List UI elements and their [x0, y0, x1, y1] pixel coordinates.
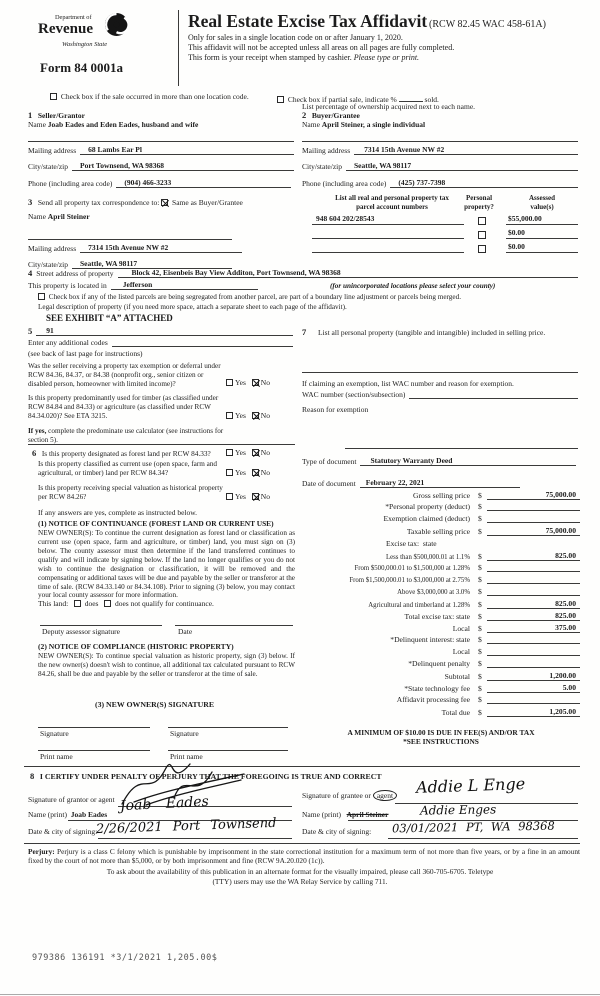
multi-location-label: Check box if the sale occurred in more than one location code. [60, 92, 249, 101]
revenue-logo-icon [104, 12, 129, 42]
seller-city-row [28, 161, 294, 171]
grantee-name-print-struck: April Steiner [346, 810, 389, 819]
dollar-sign: $ [478, 552, 482, 561]
section5-note [28, 427, 243, 445]
local-tax-label: Local [452, 624, 470, 633]
local-tax-value[interactable]: 375.00 [487, 623, 580, 633]
grantee-signature-label [302, 792, 397, 801]
delinquent-interest-state-value[interactable] [487, 635, 580, 644]
grantor-signature-label: Signature of grantor or agent [28, 795, 115, 804]
parcel-number-line-2[interactable] [312, 238, 464, 239]
dollar-sign: $ [478, 659, 482, 668]
assessed-value-row-2 [506, 229, 578, 239]
same-as-buyer-checkbox[interactable] [161, 199, 168, 206]
correspondence-mailing-value[interactable]: 7314 15th Avenue NW #2 [80, 243, 242, 253]
delinquent-interest-local-row [302, 647, 580, 656]
deputy-date-label: Date [178, 627, 193, 636]
affidavit-processing-fee-label: Affidavit processing fee [396, 695, 470, 704]
grantee-name-handwritten: Addie Enges [419, 802, 497, 818]
partial-sale-label: Check box if partial sale, indicate % [287, 95, 397, 104]
personal-property-deduct-label: *Personal property (deduct) [385, 502, 470, 511]
additional-codes-field[interactable] [112, 338, 293, 347]
q5-no-label: No [260, 492, 270, 501]
section5-q1-answer [226, 379, 270, 388]
page-bottom-edge [0, 994, 600, 995]
assessed-value-field-3[interactable]: $0.00 [506, 243, 578, 253]
legal-description-label: Legal description of property (if you need more space, attach a separate sheet to each page of the affidavit). [38, 303, 347, 311]
assessed-value-row-3 [506, 243, 578, 253]
buyer-city-value[interactable]: Seattle, WA 98117 [346, 161, 578, 171]
total-due-label: Total due [441, 708, 470, 717]
grantee-date-handwritten: 03/01/2021 PT, WA 98368 [391, 818, 555, 836]
seller-city-value[interactable]: Port Townsend, WA 98368 [72, 161, 294, 171]
grantor-name-print-row [28, 811, 107, 820]
new-owner-print-label-2: Print name [170, 752, 203, 761]
wac-number-field[interactable] [409, 390, 578, 399]
header-divider [178, 10, 179, 86]
personal-property-deduct-value[interactable] [487, 502, 580, 511]
seller-city-label: City/state/zip [28, 162, 68, 171]
deputy-signature-label: Deputy assessor signature [42, 627, 120, 636]
state-technology-fee-value[interactable]: 5.00 [487, 683, 580, 693]
total-excise-state-label: Total excise tax: state [404, 612, 470, 621]
buyer-phone-value[interactable]: (425) 737-7398 [390, 178, 578, 188]
section6-q3: Is this property receiving special valuation as historical property per RCW 84.26? [38, 484, 223, 501]
delinquent-interest-local-value[interactable] [487, 647, 580, 656]
document-type-value[interactable]: Statutory Warranty Deed [360, 456, 576, 466]
assessed-value-header-line1: Assessed [528, 194, 556, 202]
affidavit-processing-fee-row [302, 695, 580, 704]
dollar-sign: $ [478, 672, 482, 681]
q3-yes-checkbox[interactable] [226, 449, 233, 456]
q2-yes-checkbox[interactable] [226, 412, 233, 419]
dollar-sign: $ [478, 600, 482, 609]
seller-phone-label: Phone (including area code) [28, 179, 113, 188]
grantee-name-print-label: Name (print) [302, 810, 341, 819]
page-title [188, 11, 546, 32]
personal-property-header-line1: Personal [465, 194, 493, 202]
location-code-row [28, 326, 293, 336]
header-note-3 [188, 53, 419, 62]
q2-no-label: No [260, 411, 270, 420]
grantee-name-print-row [302, 811, 388, 820]
notice3-title: (3) NEW OWNER(S) SIGNATURE [95, 700, 215, 709]
buyer-mailing-row [302, 145, 578, 155]
gross-selling-price-row [302, 490, 580, 500]
total-due-value[interactable]: 1,205.00 [487, 707, 580, 717]
buyer-name-row [302, 121, 425, 130]
dollar-sign: $ [478, 575, 482, 584]
alternate-format-line1: To ask about the availability of this publication in an alternate format for the visually impaired, please call 360-705-6705. Teletype [106, 867, 494, 876]
excise-tax-state-label: Excise tax: state [386, 539, 437, 548]
q2-yes-label: Yes [235, 411, 246, 420]
notice2-body: NEW OWNER(S): To continue special valuation as historic property, sign (3) below. If the new owner(s) doesn't wish to continue, all additional tax calculated pursuant to RCW 84.26, shall be due and payable by the seller or transferor at the time of sale. [38, 652, 295, 678]
section2-num: 2 [302, 110, 307, 120]
deputy-signature-line[interactable] [40, 625, 162, 626]
reason-exemption-line[interactable] [345, 448, 578, 449]
q4-no-checkbox[interactable] [252, 469, 259, 476]
buyer-name-label: Name [302, 120, 320, 129]
dollar-sign: $ [478, 527, 482, 536]
personal-property-header-line2: property? [464, 202, 494, 211]
dollar-sign: $ [478, 635, 482, 644]
legal-description-value[interactable]: SEE EXHIBIT “A” ATTACHED [46, 313, 173, 323]
grantor-date-label: Date & city of signing: [28, 827, 98, 836]
personal-property-list-line[interactable] [302, 372, 578, 373]
dollar-sign: $ [478, 491, 482, 500]
rate-3-label: From $1,500,000.01 to $3,000,000 at 2.75% [349, 577, 470, 584]
document-type-label: Type of document [302, 457, 357, 466]
assessed-value-row [506, 215, 578, 225]
q5-yes-label: Yes [235, 492, 246, 501]
this-land-label: This land: [38, 599, 69, 608]
partial-sale-checkbox[interactable] [277, 96, 284, 103]
page-title-code: (RCW 82.45 WAC 458-61A) [429, 19, 546, 30]
section2-title: Buyer/Grantee [311, 111, 360, 120]
parcel-header [312, 194, 472, 211]
dollar-sign: $ [478, 708, 482, 717]
section1-title: Seller/Grantor [37, 111, 85, 120]
section5-q1: Was the seller receiving a property tax exemption or deferral under RCW 84.36, 84.37, or 84.38 (nonprofit org., senior citizen or disabled person, homeowner with limited income)? [28, 362, 221, 388]
additional-codes-note: (see back of last page for instructions) [28, 349, 143, 358]
partial-sale-note: List percentage of ownership acquired next to each name. [302, 102, 476, 111]
delinquent-penalty-value[interactable] [487, 659, 580, 668]
correspondence-city-value[interactable]: Seattle, WA 98117 [72, 259, 232, 269]
parcel-number-line-3[interactable] [312, 252, 464, 253]
grantee-signature-label-pre: Signature of grantee or [302, 791, 371, 800]
q4-yes-checkbox[interactable] [226, 469, 233, 476]
seller-phone-row [28, 178, 291, 188]
rate-2-label: From $500,000.01 to $1,500,000 at 1.28% [354, 565, 470, 572]
q2-no-checkbox[interactable] [252, 412, 259, 419]
document-date-value[interactable]: February 22, 2021 [360, 478, 520, 488]
buyer-mailing-label: Mailing address [302, 146, 351, 155]
partial-sale-suffix: sold. [424, 95, 439, 104]
seller-name-label: Name [28, 120, 46, 129]
exemption-claimed-label: Exemption claimed (deduct) [383, 514, 470, 523]
correspondence-mailing-label: Mailing address [28, 244, 77, 253]
seller-phone-value[interactable]: (904) 466-3233 [116, 178, 291, 188]
header-note-3-italic: Please type or print. [353, 53, 420, 62]
section5-6-divider [28, 444, 295, 445]
correspondence-city-label: City/state/zip [28, 260, 68, 269]
section6-q2: Is this property classified as current use (open space, farm and agricultural, or timber) land per RCW 84.34? [38, 460, 218, 477]
land-does-checkbox[interactable] [74, 600, 81, 607]
multi-location-row [50, 93, 249, 102]
assessed-value-header [508, 194, 576, 211]
rate-row-2 [302, 563, 580, 572]
grantor-date-line[interactable] [98, 838, 292, 839]
section8-top-divider [24, 766, 580, 767]
rate-row-1 [302, 551, 580, 561]
wac-number-label: WAC number (section/subsection) [302, 390, 406, 399]
section4-num: 4 [28, 268, 33, 278]
land-does-label: does [84, 599, 99, 608]
header-note-2: This affidavit will not be accepted unless all areas on all pages are fully completed. [188, 43, 455, 52]
segregated-row [38, 293, 461, 301]
section6-q1-answer [226, 449, 270, 458]
seller-mailing-label: Mailing address [28, 146, 77, 155]
section5-note-bold: If yes, [28, 427, 47, 435]
section6-q1-row [32, 448, 211, 459]
see-instructions-note: *SEE INSTRUCTIONS [403, 737, 479, 746]
exemption-claimed-row [302, 514, 580, 523]
section6-q2-answer [226, 469, 270, 478]
footer-divider [24, 843, 580, 844]
state-technology-fee-row [302, 683, 580, 693]
buyer-city-row [302, 161, 578, 171]
grantor-date-row [28, 828, 97, 837]
grantor-name-handwritten: Joab Eades [119, 793, 210, 815]
q1-no-label: No [260, 378, 270, 387]
rate-row-4 [302, 587, 580, 596]
new-owner-print-line-1[interactable] [38, 750, 150, 751]
seller-name-row [28, 121, 198, 130]
rate-1-value[interactable]: 825.00 [487, 551, 580, 561]
total-due-row [302, 707, 580, 717]
parcel-header-line1: List all real and personal property tax [335, 194, 449, 202]
grantee-agent-circled: agent [373, 790, 397, 801]
delinquent-penalty-row [302, 659, 580, 668]
same-as-buyer-label: Same as Buyer/Grantee [172, 198, 243, 207]
dollar-sign: $ [478, 684, 482, 693]
buyer-phone-row [302, 178, 578, 188]
dollar-sign: $ [478, 612, 482, 621]
new-owner-print-label-1: Print name [40, 752, 73, 761]
state-technology-fee-label: *State technology fee [404, 684, 470, 693]
personal-property-header [455, 194, 503, 211]
personal-property-deduct-row [302, 502, 580, 511]
correspondence-mailing-row [28, 243, 242, 253]
section6-note: If any answers are yes, complete as instructed below. [38, 508, 198, 517]
street-address-row [28, 268, 578, 278]
land-does-not-checkbox[interactable] [104, 600, 111, 607]
q1-yes-label: Yes [235, 378, 246, 387]
located-in-value[interactable]: Jefferson [111, 280, 258, 290]
section7-label: List all personal property (tangible and intangible) included in selling price. [318, 328, 546, 337]
perjury-label: Perjury: [28, 847, 55, 856]
land-does-not-label: does not qualify for continuance. [114, 599, 214, 608]
section5-num: 5 [28, 326, 33, 336]
minimum-fee-notice: A MINIMUM OF $10.00 IS DUE IN FEE(S) AND/OR TAX [347, 728, 535, 737]
local-tax-row [302, 623, 580, 633]
personal-property-checkbox-3[interactable] [478, 245, 486, 253]
q4-yes-label: Yes [235, 468, 246, 477]
dollar-sign: $ [478, 695, 482, 704]
taxable-selling-price-label: Taxable selling price [406, 527, 470, 536]
section6-q1: Is this property designated as forest land per RCW 84.33? [41, 449, 211, 458]
buyer-name-blank-line[interactable] [302, 141, 578, 142]
total-excise-state-row [302, 611, 580, 621]
located-in-row [28, 280, 258, 290]
exemption-note: If claiming an exemption, list WAC number and reason for exemption. [302, 379, 514, 388]
q5-no-checkbox[interactable] [252, 493, 259, 500]
exemption-claimed-value[interactable] [487, 514, 580, 523]
q1-no-checkbox[interactable] [252, 379, 259, 386]
rate-5-label: Agricultural and timberland at 1.28% [368, 602, 470, 609]
alternate-format-line2: (TTY) users may use the WA Relay Service by calling 711. [212, 877, 388, 886]
dollar-sign: $ [478, 514, 482, 523]
personal-property-checkbox-2[interactable] [478, 231, 486, 239]
buyer-name-value[interactable]: April Steiner, a single individual [321, 120, 426, 129]
grantee-date-row [302, 828, 371, 837]
segregated-checkbox[interactable] [38, 293, 45, 300]
subtotal-row [302, 671, 580, 681]
buyer-phone-label: Phone (including area code) [302, 179, 387, 188]
section7-num: 7 [302, 327, 307, 337]
segregated-label: Check box if any of the listed parcels are being segregated from another parcel, are part of a boundary line adjustment or parcels being merged. [48, 293, 461, 301]
section5-q2: Is this property predominantly used for timber (as classified under RCW 84.84 and 84.33) or agriculture (as classified under RCW 84.34.020)? See ETA 3215. [28, 394, 219, 420]
gross-selling-price-value[interactable]: 75,000.00 [487, 490, 580, 500]
gross-selling-price-label: Gross selling price [413, 491, 470, 500]
rate-row-5 [302, 599, 580, 609]
grantor-name-print-label: Name (print) [28, 810, 67, 819]
form-number: Form 84 0001a [40, 60, 124, 75]
street-address-label: Street address of property [36, 269, 114, 278]
agency-revenue: Revenue [38, 21, 93, 37]
section3-num: 3 [28, 197, 33, 207]
correspondence-name-row [28, 213, 90, 222]
correspondence-name-label: Name [28, 212, 46, 221]
section3-label: Send all property tax correspondence to: [37, 198, 160, 207]
grantee-signature-handwritten: Addie L Enge [415, 774, 526, 797]
wac-number-row [302, 390, 578, 399]
q3-no-checkbox[interactable] [252, 449, 259, 456]
document-date-label: Date of document [302, 479, 356, 488]
subtotal-value[interactable]: 1,200.00 [487, 671, 580, 681]
notice1-title: (1) NOTICE OF CONTINUANCE (FOREST LAND OR CURRENT USE) [38, 519, 274, 528]
perjury-body: Perjury is a class C felony which is punishable by imprisonment in the state correctional institution for a maximum term of not more than five years, or by a fine in an amount fixed by the court of not more than $5,000, or by both imprisonment and fine (RCW 9A.20.020 (1c)). [28, 847, 580, 866]
assessed-value-field-1[interactable]: $55,000.00 [506, 215, 578, 225]
dollar-sign: $ [478, 502, 482, 511]
dollar-sign: $ [478, 647, 482, 656]
certify-statement: I CERTIFY UNDER PENALTY OF PERJURY THAT THE FOREGOING IS TRUE AND CORRECT [39, 772, 382, 781]
seller-name-blank-line[interactable] [28, 141, 294, 142]
q4-no-label: No [260, 468, 270, 477]
new-owner-signature-line-1[interactable] [38, 727, 150, 728]
section5-note-rest: complete the predominate use calculator (see instructions for section 5). [28, 427, 224, 444]
correspondence-blank-line[interactable] [28, 239, 232, 240]
section3-row [28, 197, 243, 208]
rate-1-label: Less than $500,000.01 at 1.1% [385, 554, 470, 561]
deputy-date-line[interactable] [175, 625, 293, 626]
delinquent-interest-state-label: *Delinquent interest: state [390, 635, 470, 644]
section8-num: 8 [30, 771, 35, 781]
this-land-row [38, 600, 214, 609]
assessed-value-field-2[interactable]: $0.00 [506, 229, 578, 239]
delinquent-interest-local-label: Local [452, 647, 470, 656]
q1-yes-checkbox[interactable] [226, 379, 233, 386]
notice2-title: (2) NOTICE OF COMPLIANCE (HISTORIC PROPERTY) [38, 642, 234, 651]
header-note-3-plain: This form is your receipt when stamped by cashier. [188, 53, 354, 62]
multi-location-checkbox[interactable] [50, 93, 57, 100]
rate-3-value[interactable] [487, 575, 580, 584]
taxable-selling-price-row [302, 526, 580, 536]
seller-mailing-row [28, 145, 294, 155]
q5-yes-checkbox[interactable] [226, 493, 233, 500]
seller-mailing-value[interactable]: 68 Lambs Ear Pl [80, 145, 294, 155]
grantor-name-print-value[interactable]: Joab Eades [70, 810, 108, 819]
section6-q3-answer [226, 493, 270, 502]
parcel-row [312, 215, 464, 225]
location-code-value[interactable]: 91 [36, 326, 293, 336]
parcel-number-field[interactable]: 948 604 202/28543 [312, 215, 464, 225]
partial-sale-percent-field[interactable] [399, 93, 423, 102]
dollar-sign: $ [478, 587, 482, 596]
perjury-paragraph [28, 847, 580, 865]
dollar-sign: $ [478, 624, 482, 633]
notice1-body: NEW OWNER(S): To continue the current designation as forest land or classification as current use (open space, farm and agriculture, or timber) land, you must sign on (3) below. The county assessor must then determine if the land transferred continues to qualify and will indicate by signing below. If the land no longer qualifies or you do not wish to continue the designation or classification, it will be removed and the compensating or additional taxes will be due and payable by the seller or transferor at the time of sale. (RCW 84.33.140 or 84.34.108). Prior to signing (3) below, you may contact your local county assessor for more information. [38, 529, 295, 600]
rate-4-label: Above $3,000,000 at 3.0% [397, 589, 470, 596]
header-note-1: Only for sales in a single location code on or after January 1, 2020. [188, 33, 403, 42]
new-owner-signature-label-2: Signature [170, 729, 199, 738]
section6-num: 6 [32, 448, 37, 458]
additional-codes-row [28, 338, 293, 347]
rate-4-value[interactable] [487, 587, 580, 596]
delinquent-interest-state-row [302, 635, 580, 644]
personal-property-checkbox-1[interactable] [478, 217, 486, 225]
grantor-date-handwritten: 2/26/2021 Port Townsend [95, 815, 277, 838]
delinquent-penalty-label: *Delinquent penalty [408, 659, 470, 668]
seller-name-value[interactable]: Joab Eades and Eden Eades, husband and wife [47, 120, 199, 129]
located-in-label: This property is located in [28, 281, 107, 290]
document-date-row [302, 478, 520, 488]
affidavit-processing-fee-value[interactable] [487, 695, 580, 704]
parcel-header-line2: parcel account numbers [356, 202, 428, 211]
grantee-date-label: Date & city of signing: [302, 827, 372, 836]
reason-exemption-label: Reason for exemption [302, 405, 369, 414]
correspondence-name-value[interactable]: April Steiner [47, 212, 90, 221]
rate-row-3 [302, 575, 580, 584]
taxable-selling-price-value[interactable]: 75,000.00 [487, 526, 580, 536]
additional-codes-label: Enter any additional codes [28, 338, 108, 347]
agency-dept-line: Department of [55, 14, 92, 21]
page-title-text: Real Estate Excise Tax Affidavit [188, 11, 428, 31]
q3-no-label: No [260, 448, 270, 457]
assessed-value-header-line2: value(s) [530, 202, 554, 211]
buyer-mailing-value[interactable]: 7314 15th Avenue NW #2 [354, 145, 578, 155]
rate-2-value[interactable] [487, 563, 580, 572]
street-address-value[interactable]: Block 42, Eisenbeis Bay View Additon, Port Townsend, WA 98368 [118, 268, 578, 278]
new-owner-print-line-2[interactable] [168, 750, 288, 751]
grantee-date-line[interactable] [388, 838, 578, 839]
section1-num: 1 [28, 110, 33, 120]
rate-5-value[interactable]: 825.00 [487, 599, 580, 609]
subtotal-label: Subtotal [444, 672, 470, 681]
dollar-sign: $ [478, 563, 482, 572]
buyer-city-label: City/state/zip [302, 162, 342, 171]
total-excise-state-value[interactable]: 825.00 [487, 611, 580, 621]
located-in-note: (for unincorporated locations please select your county) [330, 282, 496, 290]
agency-state-line: Washington State [62, 41, 108, 48]
section5-q2-answer [226, 412, 270, 421]
document-type-row [302, 456, 576, 466]
new-owner-signature-line-2[interactable] [168, 727, 288, 728]
cashier-stamp: 979386 136191 *3/1/2021 1,205.00$ [32, 953, 218, 963]
q3-yes-label: Yes [235, 448, 246, 457]
new-owner-signature-label-1: Signature [40, 729, 69, 738]
